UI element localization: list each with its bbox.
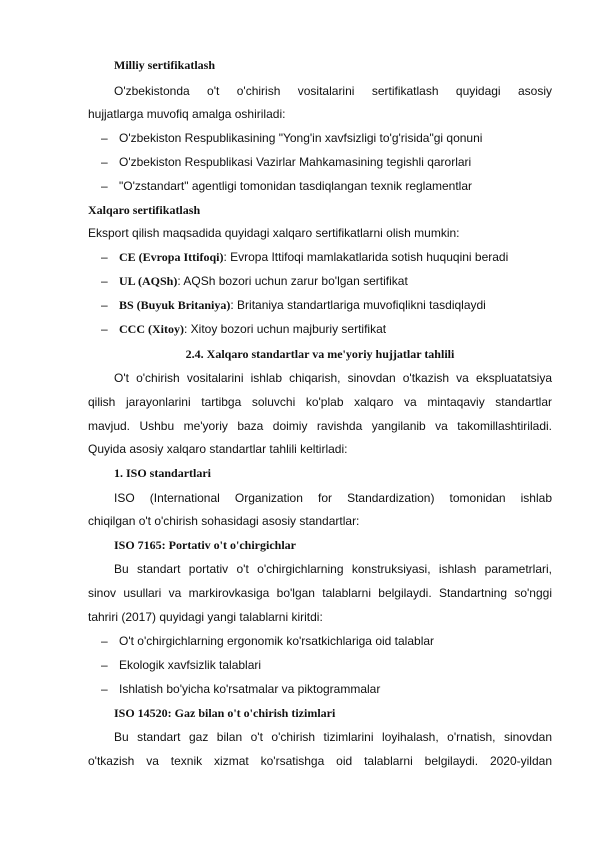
paragraph-line: tahriri (2017) quyidagi yangi talablarni kiritdi: (88, 610, 323, 624)
list-item: "O'zstandart" agentligi tomonidan tasdiqlangan texnik reglamentlar (119, 179, 473, 193)
paragraph-line: qilish jarayonlarini tartibga soluvchi ko'plab xalqaro va mintaqaviy standartlar (88, 395, 552, 409)
paragraph-line: hujjatlarga muvofiq amalga oshiriladi: (88, 107, 286, 121)
paragraph-line: O't o'chirish vositalarini ishlab chiqarish, sinovdan o'tkazish va ekspluatatsiya (114, 371, 552, 385)
cert-term: CCC (Xitoy) (119, 322, 184, 336)
heading-iso: 1. ISO standartlari (114, 466, 212, 480)
list-item (119, 318, 386, 341)
paragraph-line: O'zbekistonda o't o'chirish vositalarini sertifikatlash quyidagi asosiy (114, 84, 552, 98)
cert-desc: : Evropa Ittifoqi mamlakatlarida sotish huquqini beradi (223, 250, 509, 264)
heading-xalqaro: Xalqaro sertifikatlash (88, 203, 201, 217)
bullet-dash: – (101, 634, 108, 648)
heading-milliy: Milliy sertifikatlash (114, 58, 215, 72)
list-item: O't o'chirgichlarning ergonomik ko'rsatkichlariga oid talablar (119, 634, 435, 648)
bullet-dash: – (101, 322, 108, 336)
paragraph-line: chiqilgan o't o'chirish sohasidagi asosiy standartlar: (88, 514, 360, 528)
cert-term: BS (Buyuk Britaniya) (119, 298, 231, 312)
list-item: Ekologik xavfsizlik talablari (119, 658, 262, 672)
list-item: O'zbekiston Respublikasi Vazirlar Mahkamasining tegishli qarorlari (119, 155, 472, 169)
bullet-dash: – (101, 682, 108, 696)
list-item (119, 270, 408, 293)
paragraph-line: o'tkazish va texnik xizmat ko'rsatishga oid talablarni belgilaydi. 2020-yildan (88, 754, 552, 768)
cert-term: UL (AQSh) (119, 274, 178, 288)
bullet-dash: – (101, 155, 108, 169)
cert-term: CE (Evropa Ittifoqi) (119, 250, 224, 264)
cert-desc: : Britaniya standartlariga muvofiqlikni tasdiqlaydi (230, 298, 486, 312)
paragraph-line: Bu standart portativ o't o'chirgichlarning konstruksiyasi, ishlash parametrlari, (114, 562, 552, 576)
paragraph-line: ISO (International Organization for Standardization) tomonidan ishlab (114, 491, 552, 505)
cert-desc: : AQSh bozori uchun zarur bo'lgan sertifikat (177, 274, 408, 288)
paragraph-line: Quyida asosiy xalqaro standartlar tahlili keltirladi: (88, 442, 348, 456)
bullet-dash: – (101, 250, 108, 264)
list-item: O'zbekiston Respublikasining "Yong'in xavfsizligi to'g'risida"gi qonuni (119, 131, 483, 145)
bullet-dash: – (101, 131, 108, 145)
bullet-dash: – (101, 658, 108, 672)
heading-iso-14520: ISO 14520: Gaz bilan o't o'chirish tizimlari (114, 706, 336, 720)
bullet-dash: – (101, 298, 108, 312)
paragraph-line: Bu standart gaz bilan o't o'chirish tizimlarini loyihalash, o'rnatish, sinovdan (114, 730, 552, 744)
heading-iso-7165: ISO 7165: Portativ o't o'chirgichlar (114, 538, 296, 552)
bullet-dash: – (101, 179, 108, 193)
list-item (119, 246, 508, 269)
section-title: 2.4. Xalqaro standartlar va me'yoriy hujjatlar tahlili (185, 347, 455, 361)
cert-desc: : Xitoy bozori uchun majburiy sertifikat (184, 322, 387, 336)
paragraph-line: sinov usullari va markirovkasiga bo'lgan talablarni belgilaydi. Standartning so'nggi (88, 586, 552, 600)
list-item (119, 294, 486, 317)
paragraph-line: mavjud. Ushbu me'yoriy baza doimiy ravishda yangilanib va takomillashtiriladi. (88, 419, 552, 433)
bullet-dash: – (101, 274, 108, 288)
paragraph-line: Eksport qilish maqsadida quyidagi xalqaro sertifikatlarni olish mumkin: (88, 226, 460, 240)
list-item: Ishlatish bo'yicha ko'rsatmalar va piktogrammalar (119, 682, 381, 696)
